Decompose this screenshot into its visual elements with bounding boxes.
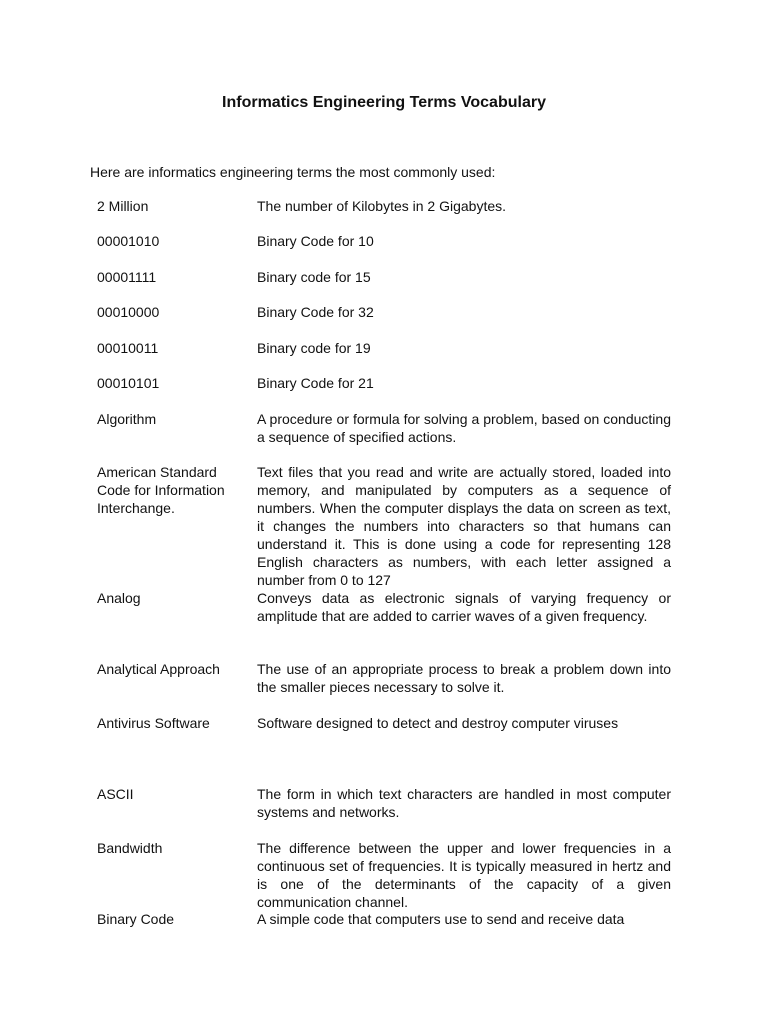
document-title: Informatics Engineering Terms Vocabulary	[222, 94, 546, 111]
glossary-term: Algorithm	[97, 411, 157, 427]
glossary-definition: The use of an appropriate process to break a problem down into the smaller pieces necessary to solve it.	[257, 661, 671, 695]
glossary-definition: Binary code for 15	[257, 269, 371, 285]
glossary-term: 00001010	[97, 233, 160, 249]
glossary-definition: Binary Code for 32	[257, 304, 374, 320]
glossary-term: Analog	[97, 590, 141, 606]
glossary-term: 00001111	[97, 269, 157, 285]
glossary-term: Binary Code	[97, 911, 175, 927]
glossary-definition: Software designed to detect and destroy computer viruses	[257, 715, 619, 731]
glossary-term: 00010011	[97, 340, 159, 356]
glossary-definition: Text files that you read and write are actually stored, loaded into memory, and manipulated by computers as a sequence of numbers. When the computer displays the data on screen as text, it changes the numbers into characters so that humans can understand it. This is done using a code for representing 128 English characters as numbers, with each letter assigned a number from 0 to 127	[257, 464, 671, 588]
intro-paragraph: Here are informatics engineering terms the most commonly used:	[90, 164, 496, 180]
glossary-definition: The form in which text characters are handled in most computer systems and networks.	[257, 786, 671, 820]
glossary-definition: A simple code that computers use to send and receive data	[257, 911, 625, 927]
glossary-term: 00010000	[97, 304, 160, 320]
glossary-term: Analytical Approach	[97, 661, 220, 677]
glossary-definition: The difference between the upper and lower frequencies in a continuous set of frequencies. It is typically measured in hertz and is one of the determinants of the capacity of a given communication channel.	[257, 840, 671, 910]
glossary-definition: Binary Code for 10	[257, 233, 374, 249]
glossary-term: Bandwidth	[97, 840, 163, 856]
glossary-term: ASCII	[97, 786, 134, 802]
glossary-definition: A procedure or formula for solving a problem, based on conducting a sequence of specified actions.	[257, 411, 671, 445]
glossary-definition: Binary code for 19	[257, 340, 371, 356]
glossary-term: 00010101	[97, 375, 160, 391]
glossary-definition: The number of Kilobytes in 2 Gigabytes.	[257, 198, 507, 214]
glossary-term: Antivirus Software	[97, 715, 210, 731]
glossary-term: American Standard Code for Information Interchange.	[97, 464, 225, 516]
glossary-definition: Binary Code for 21	[257, 375, 374, 391]
glossary-term: 2 Million	[97, 198, 149, 214]
glossary-definition: Conveys data as electronic signals of varying frequency or amplitude that are added to carrier waves of a given frequency.	[257, 590, 671, 624]
